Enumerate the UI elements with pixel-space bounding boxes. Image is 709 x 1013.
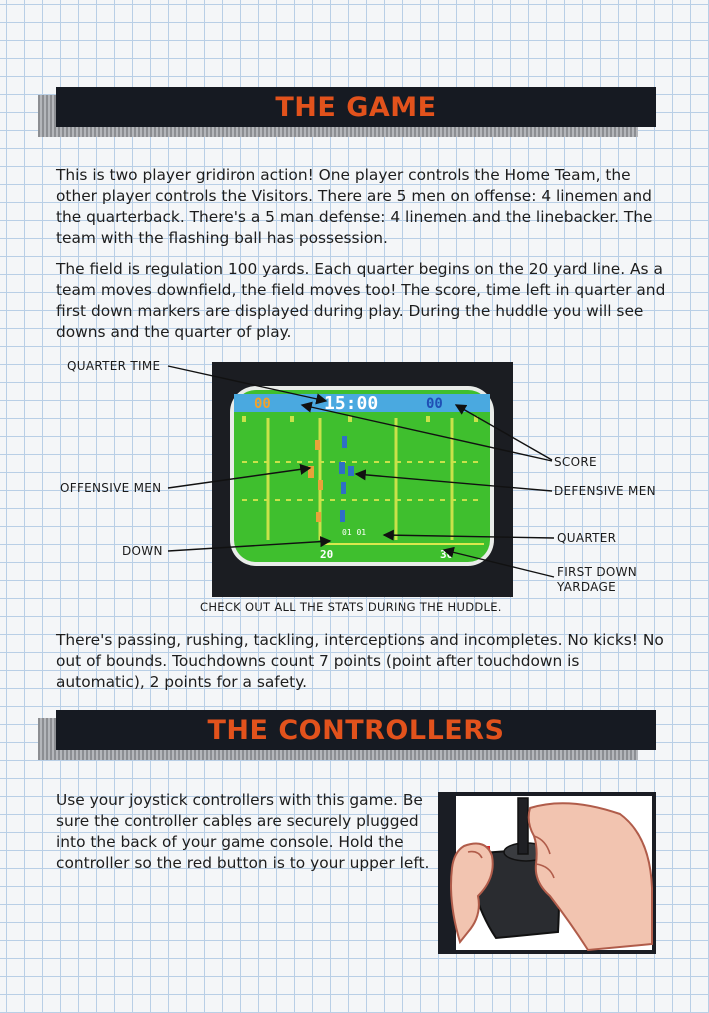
- controllers-section-banner: [38, 710, 658, 752]
- diagram-caption: CHECK OUT ALL THE STATS DURING THE HUDDLE.: [200, 600, 502, 614]
- arrow-quarter-time: [168, 366, 326, 401]
- home-score: 00: [254, 396, 271, 412]
- huddle-info: 01 01: [342, 528, 367, 537]
- controllers-paragraph: Use your joystick controllers with this game. Be sure the controller cables are securely plugged into the back of your game console. Hold the controller so the red button is to your upper left.: [56, 791, 430, 872]
- label-defensive-men: DEFENSIVE MEN: [554, 484, 656, 498]
- rules-paragraph: There's passing, rushing, tackling, interceptions and incompletes. No kicks! No out of bounds. Touchdowns count 7 points (point after touchdown is automatic), 2 points for a safety.: [56, 631, 664, 691]
- joystick-illustration: [438, 792, 656, 954]
- controllers-heading: THE CONTROLLERS: [207, 714, 505, 746]
- arrow-score-visitor: [456, 405, 552, 460]
- arrow-quarter: [384, 535, 554, 538]
- game-heading: THE GAME: [275, 91, 437, 123]
- banner-bar: [56, 710, 656, 750]
- yard-line-right: 30: [440, 548, 454, 561]
- yard-line-left: 20: [320, 548, 334, 561]
- field-paragraph: The field is regulation 100 yards. Each quarter begins on the 20 yard line. As a team moves downfield, the field moves too! The score, time left in quarter and first down markers are displayed during play. During the huddle you will see downs and the quarter of play.: [56, 260, 666, 341]
- arrow-offensive-men: [168, 468, 310, 488]
- label-offensive-men: OFFENSIVE MEN: [60, 481, 162, 495]
- label-first-down-yardage: YARDAGE: [557, 580, 616, 594]
- label-quarter: QUARTER: [557, 531, 617, 545]
- joystick-shaft: [518, 798, 528, 854]
- arrow-first-down: [444, 550, 554, 577]
- label-first-down: FIRST DOWN: [557, 565, 638, 579]
- label-score: SCORE: [554, 455, 597, 469]
- label-down: DOWN: [122, 544, 163, 558]
- visitor-score: 00: [426, 396, 443, 412]
- arrow-down: [168, 541, 330, 551]
- intro-paragraph: This is two player gridiron action! One player controls the Home Team, the other player controls the Visitors. There are 5 men on offense: 4 linemen and the quarterback. There's a 5 man defense: 4 linemen and the linebacker. The team with the flashing ball has possession.: [56, 166, 653, 247]
- arrow-defensive-men: [356, 474, 552, 491]
- arrow-score-home: [302, 405, 552, 461]
- game-clock: 15:00: [324, 393, 379, 414]
- label-quarter-time: QUARTER TIME: [67, 359, 161, 373]
